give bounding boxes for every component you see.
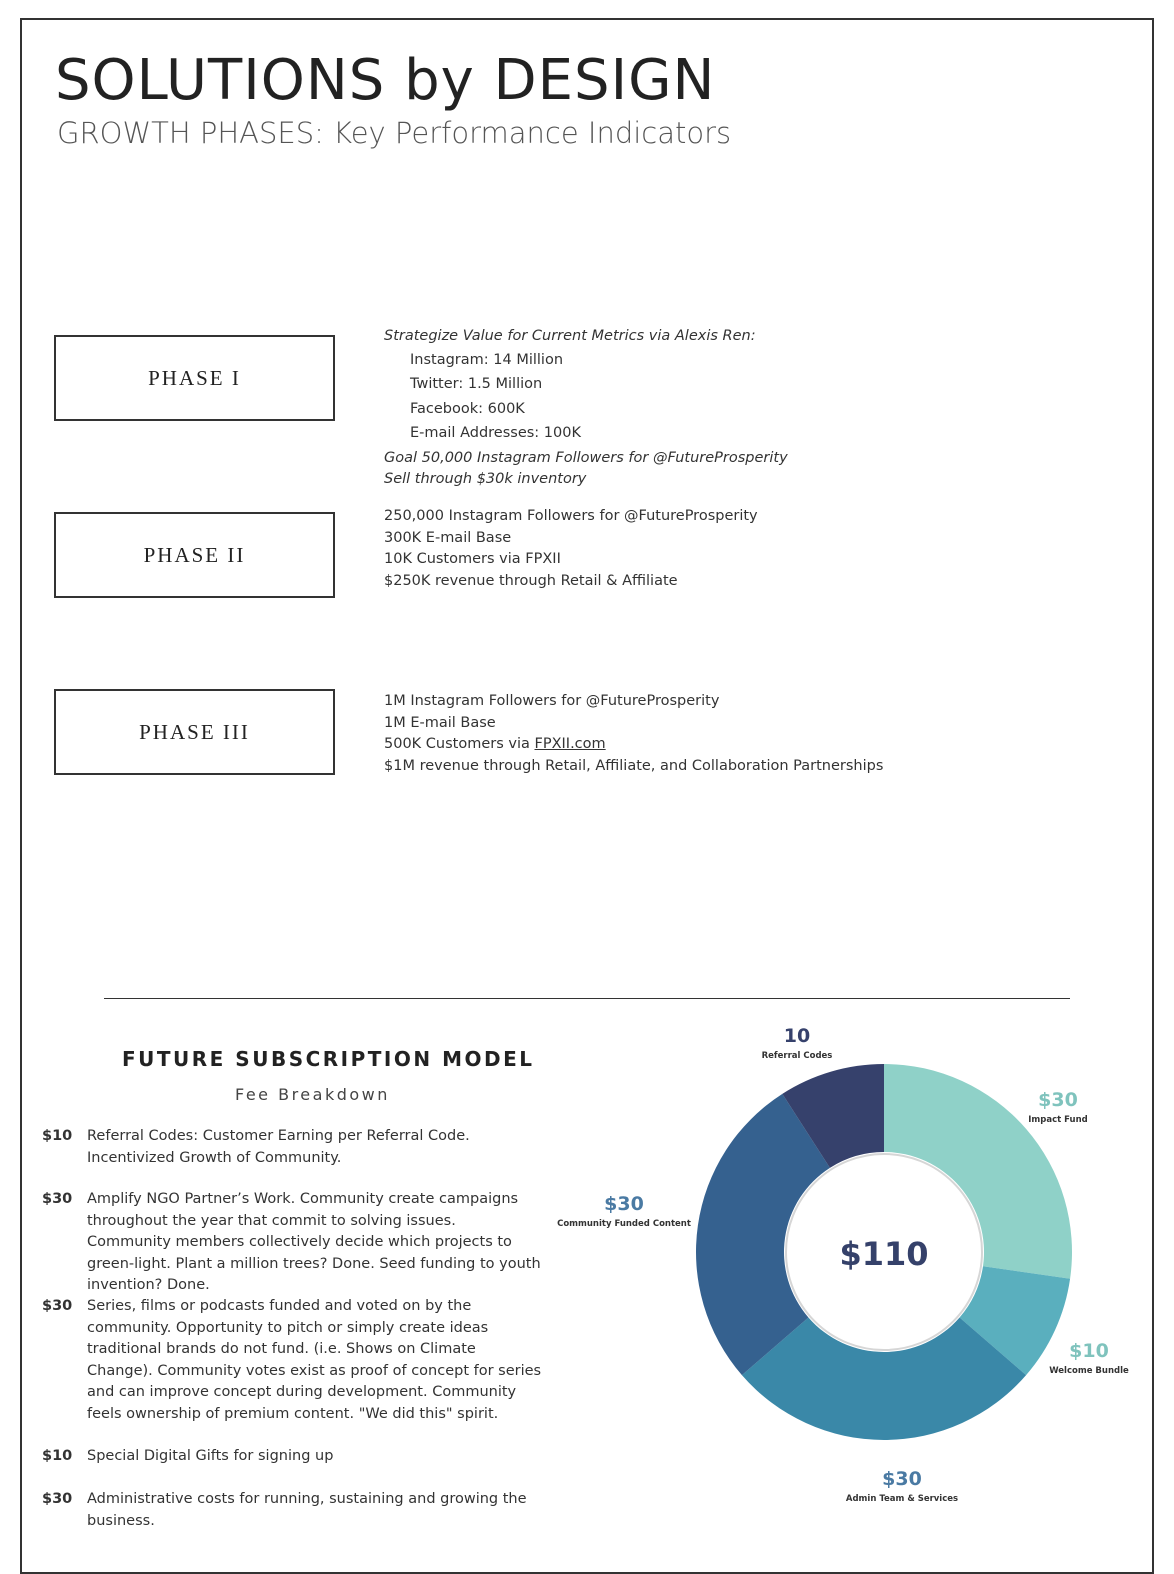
fee-description: Amplify NGO Partner’s Work. Community create campaigns throughout the year that commit to solving issues. Community members collectively decide which projects to green-light. Plant a million trees? Done. Seed funding to youth invention? Done.	[87, 1191, 541, 1293]
fee-amount: $30	[42, 1298, 73, 1314]
phase-2-line: 10K Customers via FPXII	[384, 551, 561, 567]
slice-value-label: $30	[1038, 1089, 1078, 1111]
phase-3-line: 1M E-mail Base	[384, 714, 496, 731]
fee-description: Series, films or podcasts funded and voted on by the community. Opportunity to pitch or simply create ideas traditional brands do not fund. (i.e. Shows on Climate Change). Community votes exist as proof of concept for series and can improve concept during development. Community feels ownership of premium content. "We did this" spirit.	[87, 1298, 542, 1422]
phase-2-details	[384, 506, 758, 592]
page-subtitle: GROWTH PHASES: Key Performance Indicators	[57, 116, 732, 150]
slice-category-label: Community Funded Content	[557, 1219, 691, 1229]
slice-category-label: Referral Codes	[761, 1051, 833, 1061]
slice-value-label: $30	[604, 1193, 644, 1215]
fee-amount: $30	[42, 1191, 73, 1207]
phase-3-line: 1M Instagram Followers for @FutureProsperity	[384, 693, 720, 709]
fpxii-link[interactable]: FPXII.com	[534, 736, 606, 752]
phase-1-metric: E-mail Addresses: 100K	[410, 425, 581, 441]
fee-description: Administrative costs for running, sustaining and growing the business.	[87, 1491, 527, 1529]
phase-1-goal: Goal 50,000 Instagram Followers for @FutureProsperity	[384, 449, 788, 466]
phase-1-metric: Instagram: 14 Million	[410, 351, 564, 368]
phase-1-metric: Facebook: 600K	[410, 400, 525, 417]
fee-amount: $10	[42, 1448, 73, 1464]
phase-1-heading: Strategize Value for Current Metrics via Alexis Ren:	[384, 328, 756, 344]
phase-2-box: PHASE II	[54, 512, 335, 598]
phase-2-line: $250K revenue through Retail & Affiliate	[384, 572, 678, 589]
slice-category-label: Admin Team & Services	[845, 1494, 959, 1504]
fee-amount: $10	[42, 1128, 73, 1144]
fee-description: Special Digital Gifts for signing up	[87, 1448, 334, 1464]
section-divider	[104, 998, 1070, 999]
phase-1-goal: Sell through $30k inventory	[384, 471, 587, 487]
slice-category-label: Impact Fund	[1028, 1115, 1088, 1125]
fee-item	[42, 1489, 542, 1532]
fee-amount: $30	[42, 1491, 73, 1507]
phase-3-line: $1M revenue through Retail, Affiliate, and Collaboration Partnerships	[384, 757, 884, 774]
phase-2-line: 300K E-mail Base	[384, 529, 512, 546]
subscription-title: FUTURE SUBSCRIPTION MODEL	[122, 1047, 535, 1071]
page-title: SOLUTIONS by DESIGN	[55, 48, 716, 113]
phase-2-line: 250,000 Instagram Followers for @FutureProsperity	[384, 508, 758, 524]
fee-item	[42, 1446, 542, 1468]
fee-item	[42, 1189, 542, 1297]
phase-3-line	[384, 734, 883, 756]
donut-center-label: $110	[839, 1235, 929, 1273]
phase-3-line-prefix: 500K Customers via	[384, 736, 535, 752]
slice-value-label: $10	[1069, 1340, 1109, 1362]
slice-value-label: 10	[783, 1025, 811, 1047]
phase-3-box: PHASE III	[54, 689, 335, 775]
subscription-subtitle: Fee Breakdown	[235, 1085, 390, 1104]
fee-item	[42, 1126, 542, 1169]
slice-category-label: Welcome Bundle	[1049, 1366, 1129, 1376]
phase-3-details	[384, 691, 883, 777]
phase-1-box: PHASE I	[54, 335, 335, 421]
slice-value-label: $30	[882, 1468, 922, 1490]
fee-description: Referral Codes: Customer Earning per Referral Code. Incentivized Growth of Community.	[87, 1128, 470, 1166]
fee-donut-chart	[540, 1020, 1160, 1520]
phase-1-metric: Twitter: 1.5 Million	[410, 376, 543, 392]
fee-item	[42, 1296, 542, 1425]
phase-1-details	[384, 326, 788, 491]
